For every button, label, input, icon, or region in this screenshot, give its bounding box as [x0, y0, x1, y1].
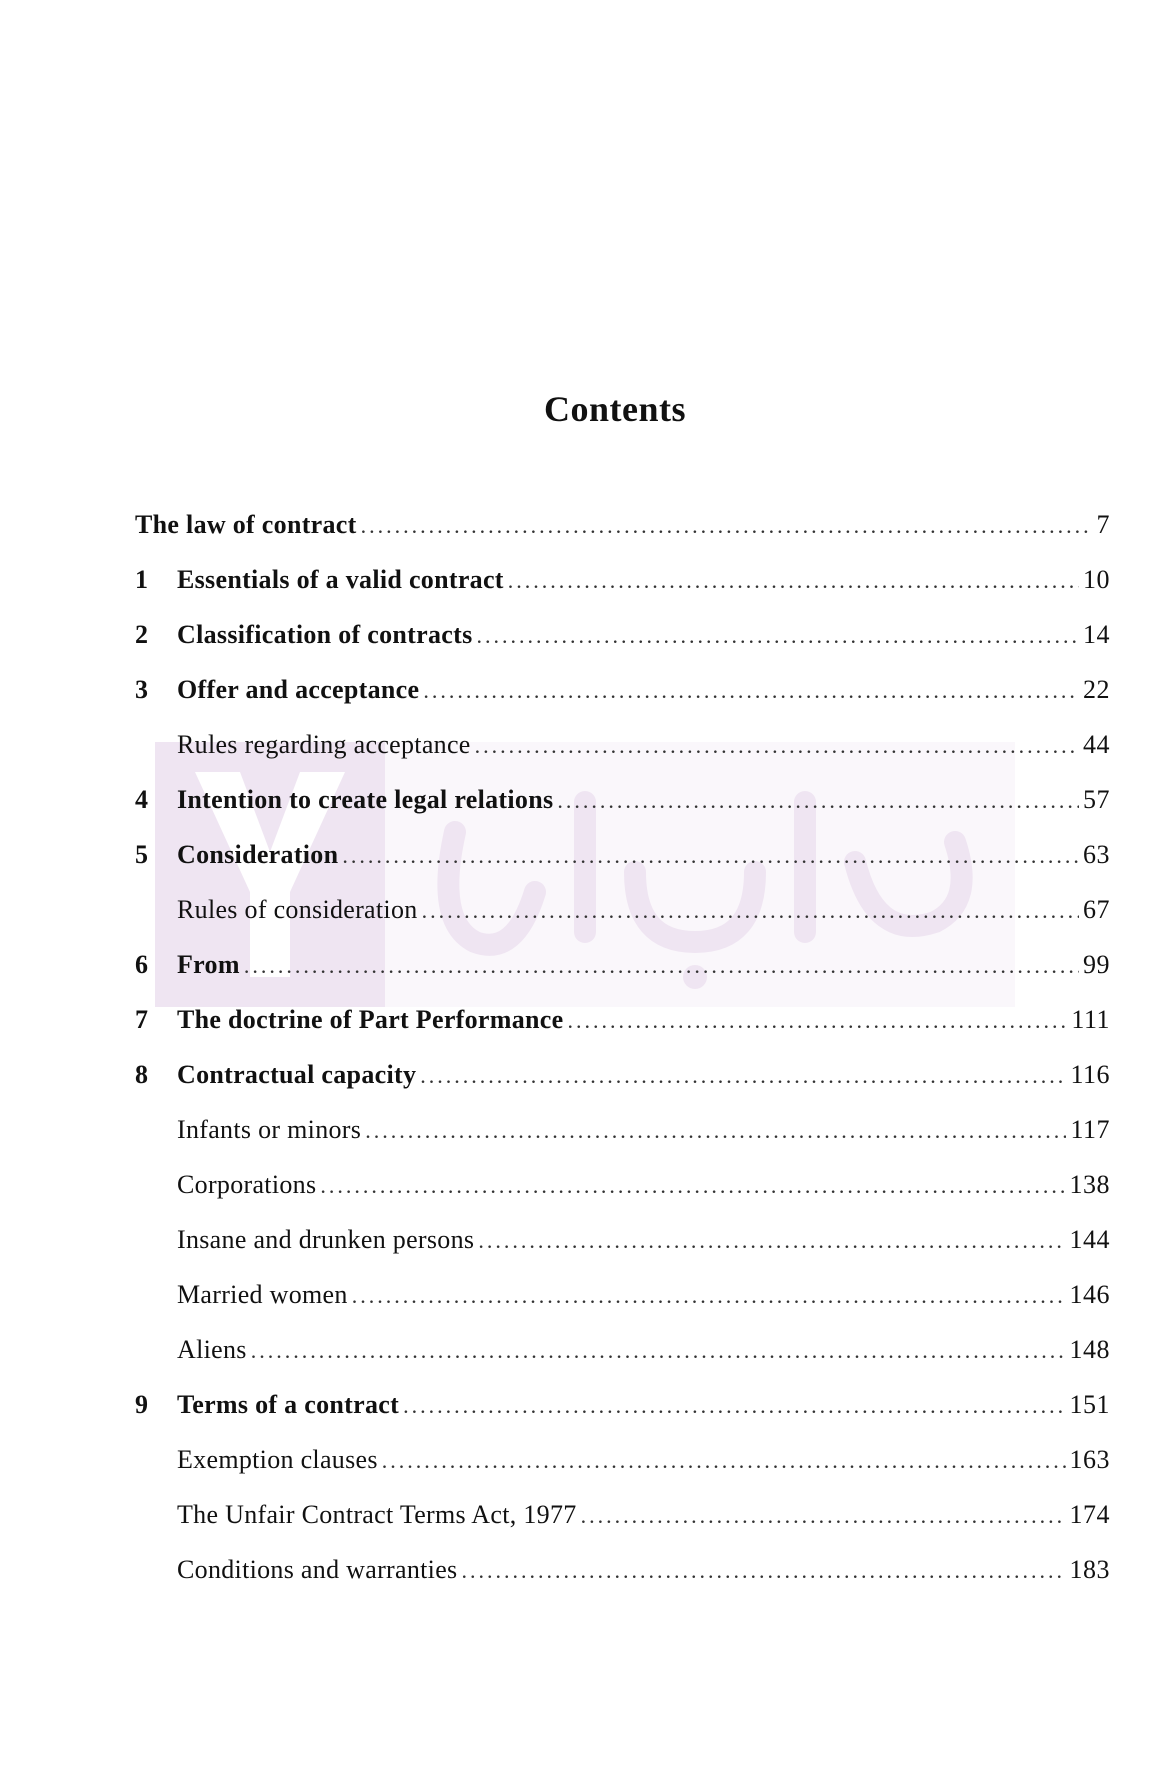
toc-entry[interactable]	[135, 1220, 1110, 1275]
toc-entry-title: The Unfair Contract Terms Act, 1977	[177, 1500, 577, 1529]
toc-entry[interactable]	[135, 1165, 1110, 1220]
toc-page-number: 183	[1069, 1555, 1110, 1584]
toc-page-number: 163	[1069, 1445, 1110, 1474]
toc-entry-title: Aliens	[177, 1335, 247, 1364]
toc-chapter-number: 2	[135, 620, 148, 649]
toc-entry[interactable]	[135, 1330, 1110, 1385]
toc-leader-dots	[478, 1221, 1065, 1261]
toc-entry[interactable]	[135, 1000, 1110, 1055]
toc-page-number: 174	[1069, 1500, 1110, 1529]
toc-entry-title: Intention to create legal relations	[177, 785, 554, 814]
toc-leader-dots	[382, 1441, 1066, 1481]
toc-page-number: 116	[1070, 1060, 1110, 1089]
toc-page-number: 146	[1069, 1280, 1110, 1309]
toc-chapter-number: 3	[135, 675, 148, 704]
toc-entry[interactable]	[135, 1055, 1110, 1110]
page-title: Contents	[543, 389, 686, 429]
toc-entry-title: The doctrine of Part Performance	[177, 1005, 564, 1034]
toc-entry[interactable]	[135, 890, 1110, 945]
toc-page-number: 138	[1069, 1170, 1110, 1199]
toc-leader-dots	[477, 616, 1080, 656]
toc-leader-dots	[557, 781, 1079, 821]
toc-entry[interactable]	[135, 725, 1110, 780]
toc-entry[interactable]	[135, 780, 1110, 835]
toc-entry-title: Married women	[177, 1280, 348, 1309]
toc-leader-dots	[342, 836, 1079, 876]
toc-entry-title: Conditions and warranties	[177, 1555, 458, 1584]
toc-entry[interactable]	[135, 945, 1110, 1000]
toc-leader-dots	[244, 946, 1079, 986]
toc-chapter-number: 5	[135, 840, 148, 869]
toc-entry[interactable]	[135, 560, 1110, 615]
toc-page-number: 144	[1069, 1225, 1110, 1254]
toc-chapter-number: 1	[135, 565, 148, 594]
toc-leader-dots	[352, 1276, 1066, 1316]
toc-page-number: 10	[1083, 565, 1110, 594]
toc-leader-dots	[403, 1386, 1065, 1426]
toc-page-number: 99	[1083, 950, 1110, 979]
toc-leader-dots	[361, 506, 1093, 546]
toc-entry-title: Contractual capacity	[177, 1060, 417, 1089]
toc-chapter-number: 4	[135, 785, 148, 814]
toc-leader-dots	[508, 561, 1079, 601]
toc-leader-dots	[581, 1496, 1066, 1536]
toc-entry-title: From	[177, 950, 240, 979]
toc-entry[interactable]	[135, 615, 1110, 670]
toc-page-number: 22	[1083, 675, 1110, 704]
toc-entry[interactable]	[135, 670, 1110, 725]
toc-entry[interactable]	[135, 1550, 1110, 1605]
toc-leader-dots	[567, 1001, 1067, 1041]
toc-page-number: 7	[1096, 510, 1110, 539]
toc-entry-title: Rules of consideration	[177, 895, 418, 924]
toc-page-number: 63	[1083, 840, 1110, 869]
toc-chapter-number: 6	[135, 950, 148, 979]
toc-entry[interactable]	[135, 1275, 1110, 1330]
toc-page-number: 14	[1083, 620, 1110, 649]
toc-leader-dots	[475, 726, 1079, 766]
toc-entry[interactable]	[135, 505, 1110, 560]
toc-leader-dots	[461, 1551, 1065, 1591]
toc-leader-dots	[422, 891, 1079, 931]
toc-entry-title: Corporations	[177, 1170, 317, 1199]
toc-entry[interactable]	[135, 1110, 1110, 1165]
toc-page-number: 44	[1083, 730, 1110, 759]
toc-entry[interactable]	[135, 835, 1110, 890]
toc-entry[interactable]	[135, 1385, 1110, 1440]
toc-leader-dots	[251, 1331, 1066, 1371]
toc-entry-title: Consideration	[177, 840, 339, 869]
toc-entry-title: Terms of a contract	[177, 1390, 400, 1419]
toc-leader-dots	[365, 1111, 1066, 1151]
toc-chapter-number: 7	[135, 1005, 148, 1034]
toc-entry-title: Classification of contracts	[177, 620, 473, 649]
toc-page-number: 57	[1083, 785, 1110, 814]
toc-page-number: 151	[1069, 1390, 1110, 1419]
toc-entry-title: Offer and acceptance	[177, 675, 420, 704]
toc-leader-dots	[420, 1056, 1066, 1096]
toc-entry-title: Insane and drunken persons	[177, 1225, 475, 1254]
toc-list	[135, 505, 1110, 1605]
toc-page-number: 117	[1070, 1115, 1110, 1144]
toc-page-number: 67	[1083, 895, 1110, 924]
toc-entry-title: Infants or minors	[177, 1115, 362, 1144]
toc-entry-title: The law of contract	[135, 510, 357, 539]
toc-chapter-number: 9	[135, 1390, 148, 1419]
toc-entry-title: Exemption clauses	[177, 1445, 378, 1474]
toc-entry-title: Rules regarding acceptance	[177, 730, 471, 759]
toc-leader-dots	[320, 1166, 1065, 1206]
toc-page-number: 111	[1071, 1005, 1110, 1034]
toc-entry[interactable]	[135, 1495, 1110, 1550]
toc-entry-title: Essentials of a valid contract	[177, 565, 504, 594]
toc-chapter-number: 8	[135, 1060, 148, 1089]
toc-entry[interactable]	[135, 1440, 1110, 1495]
toc-page-number: 148	[1069, 1335, 1110, 1364]
toc-leader-dots	[423, 671, 1079, 711]
